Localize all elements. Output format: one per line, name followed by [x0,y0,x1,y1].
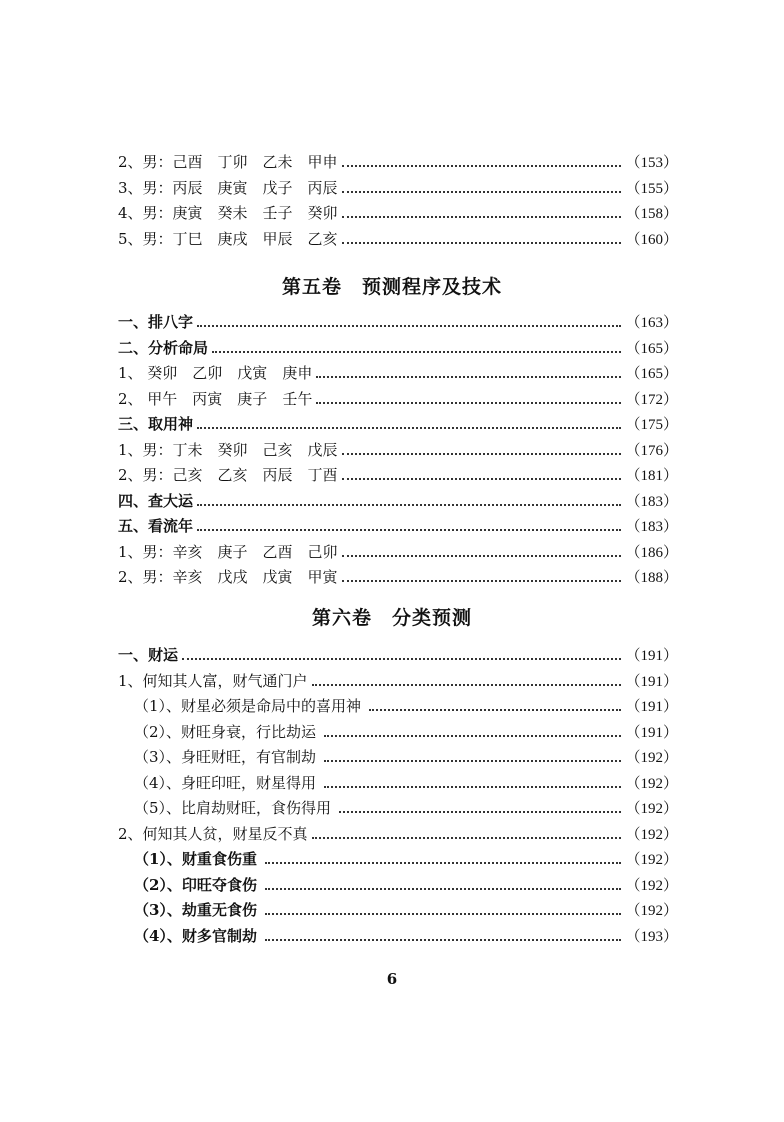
dot-leader [342,242,622,244]
entry-label: 2、男：己酉 丁卯 乙未 甲申 [118,153,338,171]
toc-entry[interactable] [118,847,678,873]
dot-leader [339,811,621,813]
entry-page: （181） [625,468,678,484]
entry-page: （192） [625,775,678,792]
toc-entry[interactable] [118,643,678,669]
dot-leader [197,427,621,429]
entry-label: （4）、财多官制劫 [134,926,257,945]
entry-page: （191） [625,699,678,715]
entry-label: 2、 甲午 丙寅 庚子 壬午 [118,389,313,408]
toc-entry[interactable] [118,150,678,176]
entry-page: （183） [625,493,678,510]
dot-leader [265,939,622,941]
entry-label: 四、查大运 [118,491,194,510]
entry-page: （191） [625,673,678,690]
entry-page: （186） [625,544,678,561]
toc-entry[interactable] [118,438,678,464]
entry-label: 5、男：丁巳 庚戌 甲辰 乙亥 [118,229,338,248]
dot-leader [324,786,621,788]
dot-leader [342,555,622,557]
dot-leader [312,684,622,686]
entry-label: 1、男：丁未 癸卯 己亥 戊辰 [118,440,338,459]
entry-label: （1）、财星必须是命局中的喜用神 [134,697,362,715]
entry-label: 二、分析命局 [118,338,209,357]
dot-leader [197,504,621,506]
entry-label: （2）、财旺身衰，行比劫运 [134,722,317,741]
toc-entry[interactable] [118,694,678,720]
entry-label: （5）、比肩劫财旺，食伤得用 [134,799,332,817]
toc-entry[interactable] [118,924,678,950]
toc-entry[interactable] [118,514,678,540]
entry-label: （4）、身旺印旺，财星得用 [134,773,317,792]
entry-page: （183） [625,519,678,535]
entry-page: （192） [625,750,678,766]
entry-page: （192） [625,852,678,868]
dot-leader [182,658,621,660]
toc-entry[interactable] [118,822,678,848]
toc-entry[interactable] [118,565,678,591]
entry-label: 一、财运 [118,646,179,664]
toc-entry[interactable] [118,227,678,253]
toc-block-continued [118,150,678,252]
toc-entry[interactable] [118,873,678,899]
toc-entry[interactable] [118,310,678,336]
dot-leader [324,735,621,737]
entry-label: 五、看流年 [118,517,194,535]
entry-label: 三、取用神 [118,415,194,433]
toc-entry[interactable] [118,176,678,202]
dot-leader [342,191,622,193]
dot-leader [212,351,621,353]
toc-entry[interactable] [118,387,678,413]
entry-page: （160） [625,231,678,248]
entry-label: 2、男：辛亥 戊戌 戊寅 甲寅 [118,568,338,586]
entry-label: （2）、印旺夺食伤 [134,875,257,894]
dot-leader [316,376,621,378]
entry-label: 1、男：辛亥 庚子 乙酉 己卯 [118,542,338,561]
dot-leader [342,216,622,218]
toc-entry[interactable] [118,463,678,489]
dot-leader [369,709,621,711]
entry-label: 3、男：丙辰 庚寅 戊子 丙辰 [118,178,338,197]
entry-page: （165） [625,366,678,382]
entry-label: （1）、财重食伤重 [134,850,257,868]
dot-leader [342,478,622,480]
entry-page: （191） [625,648,678,664]
toc-entry[interactable] [118,745,678,771]
dot-leader [342,453,622,455]
entry-label: 4、男：庚寅 癸未 壬子 癸卯 [118,204,338,222]
entry-label: 2、男：己亥 乙亥 丙辰 丁酉 [118,466,338,484]
dot-leader [342,580,622,582]
toc-block-volume-6 [118,643,678,949]
toc-entry[interactable] [118,669,678,695]
toc-entry[interactable] [118,540,678,566]
toc-entry[interactable] [118,336,678,362]
toc-block-volume-5 [118,310,678,591]
entry-page: （188） [625,570,678,586]
dot-leader [265,888,622,890]
entry-page: （192） [625,903,678,919]
entry-page: （153） [625,155,678,171]
entry-page: （155） [625,180,678,197]
entry-page: （172） [625,391,678,408]
dot-leader [324,760,621,762]
toc-entry[interactable] [118,412,678,438]
entry-label: 1、 癸卯 乙卯 戊寅 庚申 [118,364,313,382]
entry-page: （175） [625,417,678,433]
toc-entry[interactable] [118,898,678,924]
dot-leader [265,913,622,915]
toc-entry[interactable] [118,771,678,797]
entry-page: （193） [625,928,678,945]
dot-leader [197,325,621,327]
entry-label: 一、排八字 [118,313,194,331]
dot-leader [197,529,621,531]
entry-label: 2、何知其人贫，财星反不真 [118,824,308,843]
toc-entry[interactable] [118,361,678,387]
entry-page: （163） [625,315,678,331]
toc-entry[interactable] [118,489,678,515]
entry-page: （176） [625,442,678,459]
page-number: 6 [386,970,398,988]
dot-leader [312,837,622,839]
toc-entry[interactable] [118,201,678,227]
dot-leader [316,402,621,404]
entry-label: 1、何知其人富，财气通门户 [118,671,308,690]
entry-page: （165） [625,340,678,357]
entry-label: （3）、劫重无食伤 [134,901,257,919]
entry-page: （191） [625,724,678,741]
entry-page: （158） [625,206,678,222]
entry-label: （3）、身旺财旺，有官制劫 [134,748,317,766]
entry-page: （192） [625,877,678,894]
entry-page: （192） [625,826,678,843]
toc-entry[interactable] [118,720,678,746]
dot-leader [342,165,622,167]
dot-leader [265,862,622,864]
toc-entry[interactable] [118,796,678,822]
section-title-volume-5: 第五卷 预测程序及技术 [281,276,502,298]
entry-page: （192） [625,801,678,817]
section-title-volume-6: 第六卷 分类预测 [311,607,472,629]
